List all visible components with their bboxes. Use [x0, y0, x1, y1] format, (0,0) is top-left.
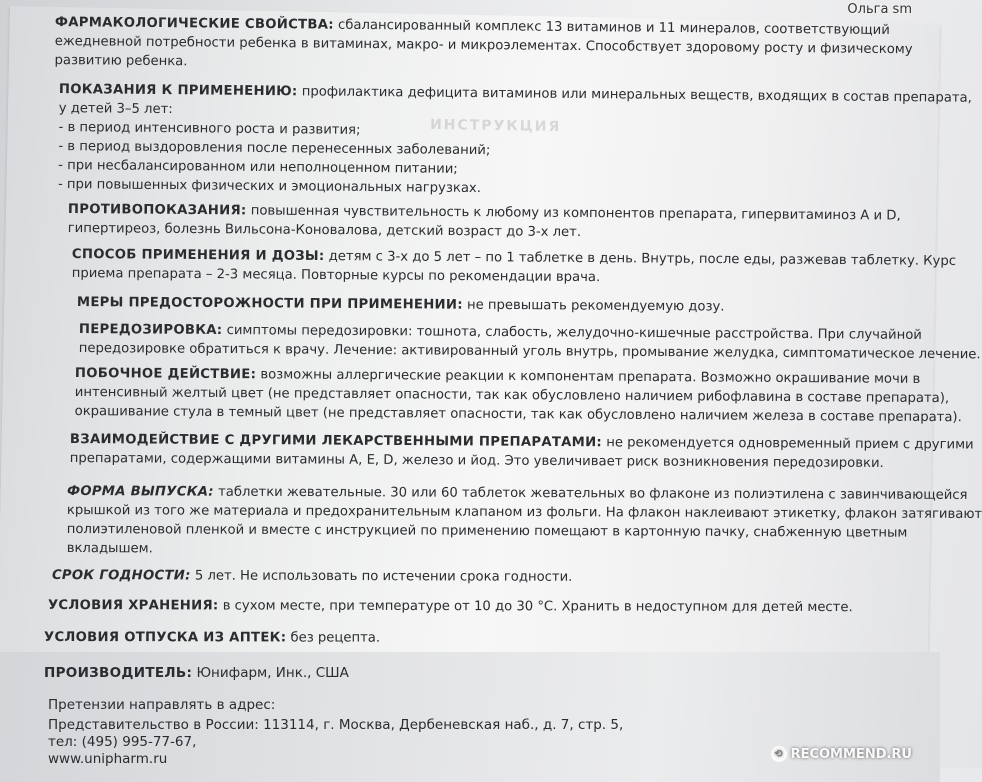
claims-phone: тел: (495) 995-77-67,	[48, 734, 197, 750]
section-text: у детей 3–5 лет:	[58, 100, 173, 118]
section-heading: ПЕРЕДОЗИРОВКА:	[78, 321, 223, 339]
list-item: - в период выздоровления после перенесенных заболеваний;	[58, 138, 491, 159]
section-heading: ФАРМАКОЛОГИЧЕСКИЕ СВОЙСТВА:	[54, 14, 334, 33]
section-text: ежедневной потребности ребенка в витаминах, макро- и микроэлементах. Способствует здоровому росту и физическому	[54, 33, 913, 58]
section-text: вкладышем.	[66, 540, 153, 557]
manufacturer-value: Юнифарм, Инк., США	[192, 665, 349, 681]
section-heading: СРОК ГОДНОСТИ:	[51, 568, 191, 584]
section-dispensing	[44, 628, 904, 649]
claims-intro: Претензии направлять в адрес:	[48, 697, 276, 713]
section-contraindications	[68, 200, 928, 245]
section-storage	[48, 596, 908, 617]
section-text: полиэтиленовой пленкой и вместе с инструкцией по применению помещают в картонную пачку, снабженную цветным	[66, 521, 908, 541]
section-text: крышкой из того же материала и предохранительным клапаном из фольги. На флакон наклеивают этикетку, флакон затягивают	[66, 502, 982, 522]
section-text: таблетки жевательные. 30 или 60 таблеток жевательных во флаконе из полиэтилена с завинчивающейся	[213, 484, 968, 503]
section-text: 5 лет. Не использовать по истечении срока годности.	[190, 568, 573, 585]
section-pharmacology	[54, 13, 915, 78]
section-form	[66, 482, 982, 562]
section-heading: ВЗАИМОДЕЙСТВИЕ С ДРУГИМИ ЛЕКАРСТВЕННЫМИ ПРЕПАРАТАМИ:	[69, 431, 603, 451]
manufacturer	[44, 664, 349, 683]
section-text: возможны аллергические реакции к компонентам препарата. Возможно окрашивание мочи в	[256, 367, 921, 387]
section-text: интенсивный желтый цвет (не представляет опасности, так как обусловлено наличием рибофлавина в составе препарата),	[74, 384, 950, 407]
section-shelf-life	[52, 566, 912, 588]
section-text: не превышать рекомендуемую дозу.	[462, 297, 725, 315]
section-heading: УСЛОВИЯ ОТПУСКА ИЗ АПТЕК:	[43, 630, 287, 646]
section-text: приема препарата – 2-3 месяца. Повторные курсы по рекомендации врача.	[71, 265, 601, 286]
show-through-text: ИНСТРУКЦИЯ	[429, 116, 562, 136]
section-heading: ПОБОЧНОЕ ДЕЙСТВИЕ:	[74, 365, 257, 383]
section-text: не рекомендуется одновременный прием с другими	[601, 435, 974, 453]
section-heading: МЕРЫ ПРЕДОСТОРОЖНОСТИ ПРИ ПРИМЕНЕНИИ:	[76, 294, 463, 313]
author-watermark: Ольга sm	[847, 2, 912, 17]
section-interactions	[69, 430, 974, 473]
section-text: развитию ребенка.	[54, 52, 188, 70]
section-heading: ПРОТИВОПОКАЗАНИЯ:	[67, 201, 247, 219]
section-heading: ФОРМА ВЫПУСКА:	[66, 483, 214, 500]
list-item: - при несбалансированном или неполноценном питании;	[58, 157, 458, 177]
section-heading: УСЛОВИЯ ХРАНЕНИЯ:	[47, 598, 219, 614]
claims-site: www.unipharm.ru	[48, 751, 168, 767]
section-text: симптомы передозировки: тошнота, слабость, желудочно-кишечные расстройства. При случайной	[222, 323, 922, 343]
list-item: - в период интенсивного роста и развития;	[58, 119, 361, 138]
section-dosage	[71, 245, 957, 290]
section-text: детям с 3-х до 5 лет – по 1 таблетке в день. Внутрь, после еды, разжевав таблетку. Курс	[324, 248, 957, 269]
section-overdose	[78, 320, 981, 364]
section-text: в сухом месте, при температуре от 10 до 30 °С. Хранить в недоступном для детей месте.	[218, 598, 853, 616]
list-item: - при повышенных физических и эмоциональных нагрузках.	[57, 176, 482, 197]
section-text: окрашивание стула в темный цвет (не представляет опасности, так как обусловлено наличием железа в составе препарата).	[74, 403, 962, 426]
site-watermark-text: RECOMMEND.RU	[790, 746, 912, 762]
section-text: передозировке обратиться к врачу. Лечение: активированный уголь внутрь, промывание желудка, симптоматическое лечение.	[78, 340, 981, 363]
section-text: без рецепта.	[286, 630, 381, 646]
site-watermark	[771, 746, 912, 762]
claims-office: Представительство в России: 113114, г. Москва, Дербеневская наб., д. 7, стр. 5,	[48, 717, 624, 733]
section-text: сбалансированный комплекс 13 витаминов и 11 минералов, соответствующий	[333, 17, 890, 39]
section-text: гипертиреоз, болезнь Вильсона-Коновалова, детский возраст до 3-х лет.	[67, 220, 582, 241]
section-indications	[57, 80, 972, 202]
recommend-logo-icon: ⟲	[771, 746, 787, 762]
section-text: препаратами, содержащими витамины А, Е, D, железо и йод. Это увеличивает риск возникновения передозировки.	[69, 450, 884, 471]
section-heading: СПОСОБ ПРИМЕНЕНИЯ И ДОЗЫ:	[71, 246, 325, 264]
section-text: повышенная чувствительность к любому из компонентов препарата, гипервитаминоз А и D,	[246, 203, 901, 224]
section-heading: ПОКАЗАНИЯ К ПРИМЕНЕНИЮ:	[58, 81, 298, 100]
manufacturer-heading: ПРОИЗВОДИТЕЛЬ:	[44, 665, 193, 681]
section-text: профилактика дефицита витаминов или минеральных веществ, входящих в состав препарата,	[297, 84, 972, 106]
section-side-effects	[74, 364, 962, 427]
